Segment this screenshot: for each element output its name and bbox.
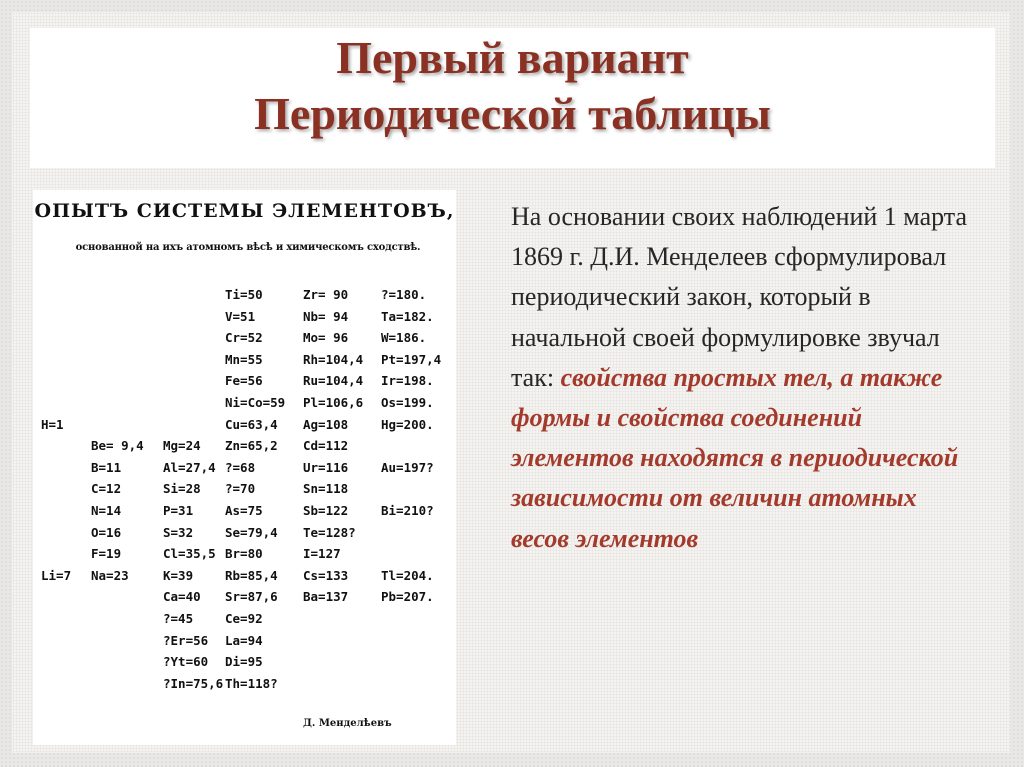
table-row: [33, 458, 456, 478]
element-entry: O=16: [91, 524, 122, 540]
element-entry: Cd=112: [303, 438, 349, 454]
table-row: [33, 436, 456, 456]
element-entry: Ba=137: [303, 589, 349, 605]
element-entry: Se=79,4: [225, 524, 278, 540]
element-entry: Cr=52: [225, 330, 263, 346]
title-box: [30, 28, 995, 168]
element-entry: P=31: [163, 503, 194, 518]
element-entry: Ag=108: [303, 416, 349, 432]
body-text-accent: свойства простых тел, а также формы и свойства соединений элементов находятся в периодической зависимости от величин атомных весов элементов: [511, 362, 959, 553]
element-entry: V=51: [225, 308, 256, 324]
element-entry: ?In=75,6: [163, 675, 224, 691]
element-entry: Be= 9,4: [91, 438, 144, 454]
table-row: [33, 566, 456, 586]
element-entry: Cs=133: [303, 567, 349, 583]
element-entry: Br=80: [225, 546, 263, 562]
element-entry: F=19: [91, 546, 122, 562]
element-entry: Au=197?: [381, 459, 434, 475]
element-entry: Ur=116: [303, 459, 349, 475]
table-row: [33, 544, 456, 564]
table-row: [33, 350, 456, 370]
element-entry: Ce=92: [225, 611, 263, 626]
element-entry: Mo= 96: [303, 330, 349, 346]
element-entry: Mg=24: [163, 438, 201, 454]
body-text-normal: На основании своих наблюдений 1 марта 1869 г. Д.И. Менделеев сформулировал периодический закон, который в начальной своей формулировке звучал так:: [511, 202, 968, 392]
element-entry: ?=45: [163, 611, 194, 626]
table-row: [33, 328, 456, 348]
table-row: [33, 285, 456, 305]
element-entry: C=12: [91, 481, 122, 497]
element-entry: Ir=198.: [381, 373, 434, 389]
table-subheading: основанной на ихъ атомномъ вѣсѣ и химическомъ сходствѣ.: [75, 242, 421, 253]
table-row: [33, 371, 456, 391]
element-entry: Zr= 90: [303, 287, 349, 302]
element-entry: ?Yt=60: [163, 654, 209, 670]
element-entry: Tl=204.: [381, 567, 434, 583]
element-entry: I=127: [303, 546, 341, 562]
element-entry: As=75: [225, 503, 263, 518]
element-entry: Cl=35,5: [163, 546, 216, 562]
element-entry: Sb=122: [303, 503, 349, 518]
element-entry: N=14: [91, 503, 122, 518]
element-entry: Al=27,4: [163, 459, 216, 475]
element-entry: Ti=50: [225, 287, 263, 302]
element-entry: Th=118?: [225, 675, 278, 691]
table-row: [33, 501, 456, 521]
element-entry: ?=70: [225, 481, 256, 497]
element-entry: W=186.: [381, 330, 427, 346]
table-row: [33, 307, 456, 327]
element-entry: Zn=65,2: [225, 438, 278, 454]
table-row: [33, 479, 456, 499]
element-entry: La=94: [225, 632, 263, 648]
element-entry: Rh=104,4: [303, 351, 364, 367]
element-entry: ?Er=56: [163, 632, 209, 648]
element-entry: Na=23: [91, 567, 129, 583]
element-entry: B=11: [91, 459, 122, 475]
element-entry: Di=95: [225, 654, 263, 670]
table-row: [33, 674, 456, 694]
title-line-2: Периодической таблицы: [254, 88, 771, 139]
element-entry: Ru=104,4: [303, 373, 364, 389]
element-entry: Te=128?: [303, 524, 356, 540]
title-line-1: Первый вариант: [336, 32, 689, 83]
element-entry: ?=68: [225, 459, 256, 475]
element-entry: Cu=63,4: [225, 416, 278, 432]
table-heading: ОПЫТЪ СИСТЕМЫ ЭЛЕМЕНТОВЪ,: [34, 200, 455, 222]
element-entry: Ni=Co=59: [225, 395, 286, 410]
element-entry: H=1: [41, 416, 64, 432]
element-entry: ?=180.: [381, 287, 427, 302]
element-entry: Hg=200.: [381, 416, 434, 432]
table-row: [33, 609, 456, 629]
element-entry: Os=199.: [381, 395, 434, 410]
table-row: [33, 652, 456, 672]
element-entry: Ca=40: [163, 589, 201, 605]
table-row: [33, 587, 456, 607]
element-entry: S=32: [163, 524, 194, 540]
element-entry: Nb= 94: [303, 308, 349, 324]
element-entry: Pl=106,6: [303, 395, 364, 410]
element-entry: Mn=55: [225, 351, 263, 367]
slide-title: [30, 30, 995, 142]
element-entry: Sn=118: [303, 481, 349, 497]
table-row: [33, 415, 456, 435]
element-entry: K=39: [163, 567, 194, 583]
table-row: [33, 393, 456, 413]
element-entry: Pt=197,4: [381, 351, 442, 367]
table-row: [33, 631, 456, 651]
periodic-table-image: [33, 190, 456, 745]
element-entry: Li=7: [41, 567, 72, 583]
table-row: [33, 523, 456, 543]
element-entry: Fe=56: [225, 373, 263, 389]
element-entry: Pb=207.: [381, 589, 434, 605]
element-entry: Bi=210?: [381, 503, 434, 518]
element-entry: Si=28: [163, 481, 201, 497]
element-entry: Rb=85,4: [225, 567, 278, 583]
body-text: [511, 197, 981, 559]
element-entry: Ta=182.: [381, 308, 434, 324]
table-signature: Д. Менделѣевъ: [303, 718, 392, 729]
element-entry: Sr=87,6: [225, 589, 278, 605]
